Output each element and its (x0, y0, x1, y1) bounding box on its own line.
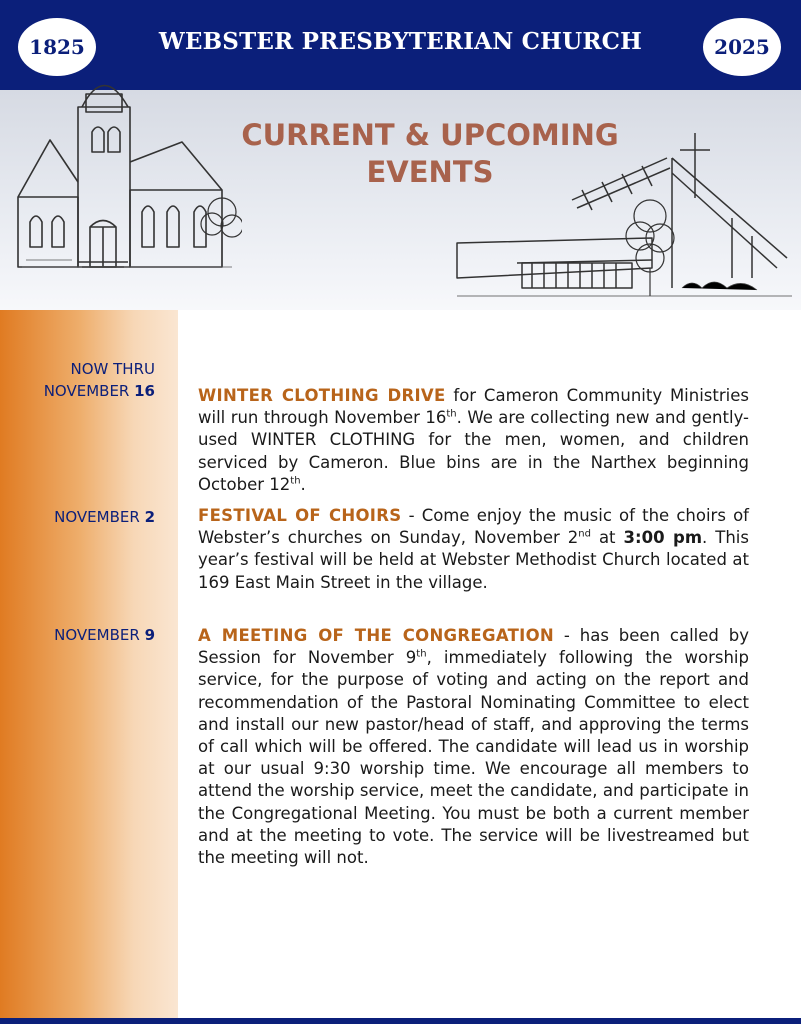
event-text: - has been called by Session for November 9 (198, 626, 749, 668)
event-text: . (300, 474, 306, 494)
event-congregation-meeting (198, 625, 749, 869)
date-column (0, 310, 178, 1020)
ordinal-suffix: nd (578, 528, 591, 540)
ordinal-suffix: th (446, 408, 457, 420)
date-month: NOVEMBER (43, 382, 130, 400)
date-label (0, 624, 155, 646)
date-label (0, 380, 155, 402)
year-badge-1825: 1825 (18, 18, 96, 76)
date-month: NOVEMBER (54, 508, 140, 526)
church-name: WEBSTER PRESBYTERIAN CHURCH (158, 28, 643, 55)
event-text: at (590, 528, 624, 548)
date-day: 9 (144, 626, 155, 644)
event-winter-clothing-drive (198, 385, 749, 496)
date-day: 16 (134, 382, 155, 400)
year-badge-2025: 2025 (703, 18, 781, 76)
page-title-line-1: CURRENT & UPCOMING (241, 118, 619, 152)
event-heading: WINTER CLOTHING DRIVE (198, 386, 446, 405)
ordinal-suffix: th (290, 475, 301, 487)
event-date-congregation-meeting (0, 624, 155, 646)
date-label (0, 506, 155, 528)
event-text: , immediately following the worship service, for the purpose of voting and acting on the report and recommendation of the Pastoral Nominating Committee to elect and install our new pastor/head of staff, and approving the terms of call which will be offered. The candidate will lead us in worship at our usual 9:30 worship time. We encourage all members to attend the worship service, meet the candidate, and participate in the Congregational Meeting. You must be both a current member and at the meeting to vote. The service will be livestreamed but the meeting will not. (198, 648, 749, 868)
event-festival-of-choirs (198, 505, 749, 594)
page-title-line-2: EVENTS (366, 155, 494, 189)
event-text: . This year’s festival will be held at Webster Methodist Church located at 169 East Main Street in the village. (198, 528, 749, 592)
date-prefix: NOW THRU (70, 360, 155, 378)
event-text: - Come enjoy the music of the choirs of Webster’s churches on Sunday, November 2 (198, 506, 749, 548)
page-title (180, 117, 680, 191)
footer-bar (0, 1018, 801, 1024)
date-day: 2 (144, 508, 155, 526)
event-heading: A MEETING OF THE CONGREGATION (198, 626, 555, 645)
event-date-festival-of-choirs (0, 506, 155, 528)
event-time: 3:00 pm (623, 528, 703, 548)
event-heading: FESTIVAL OF CHOIRS (198, 506, 402, 525)
ordinal-suffix: th (416, 648, 427, 660)
date-month: NOVEMBER (54, 626, 140, 644)
event-text: for Cameron Community Ministries will run through November 16 (198, 386, 749, 428)
event-date-winter-clothing (0, 358, 155, 402)
event-text: . We are collecting new and gently-used WINTER CLOTHING for the men, women, and children serviced by Cameron. Blue bins are in the Narthex beginning October 12 (198, 408, 749, 494)
